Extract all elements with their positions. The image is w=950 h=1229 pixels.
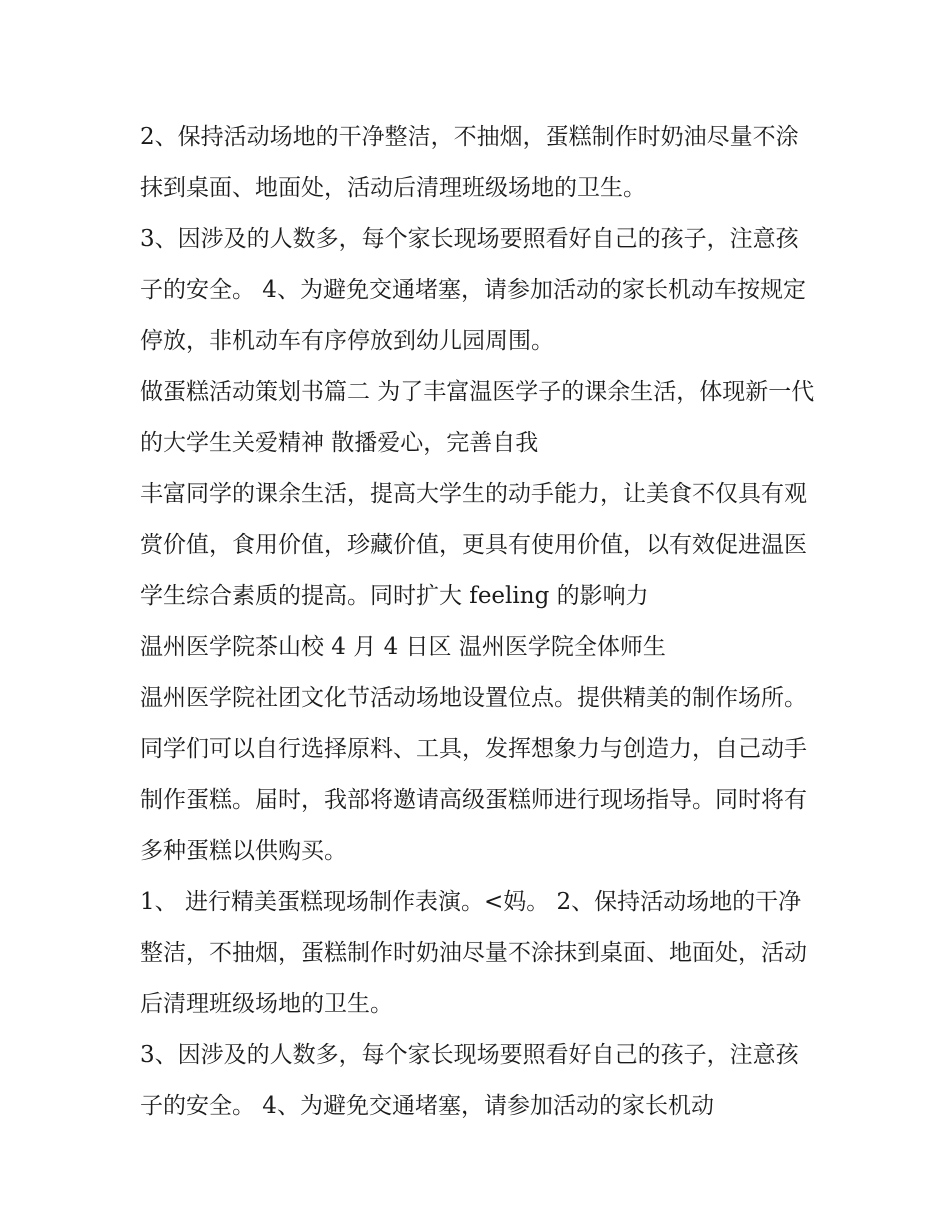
paragraph-7: 1、 进行精美蛋糕现场制作表演。<妈。 2、保持活动场地的干净整洁，不抽烟，蛋糕制作时奶油尽量不涂抹到桌面、地面处，活动后清理班级场地的卫生。 (140, 889, 807, 1017)
paragraph-4: 丰富同学的课余生活，提高大学生的动手能力，让美食不仅具有观赏价值，食用价值，珍藏价值，更具有使用价值，以有效促进温医学生综合素质的提高。同时扩大 feeling 的影响力 (140, 481, 807, 609)
paragraph-1: 2、保持活动场地的干净整洁，不抽烟，蛋糕制作时奶油尽量不涂抹到桌面、地面处，活动后清理班级场地的卫生。 (140, 124, 799, 201)
paragraph-6: 温州医学院社团文化节活动场地设置位点。提供精美的制作场所。同学们可以自行选择原料、工具，发挥想象力与创造力，自己动手制作蛋糕。届时，我部将邀请高级蛋糕师进行现场指导。同时将有多种蛋糕以供购买。 (140, 685, 807, 864)
paragraph-5: 温州医学院茶山校 4 月 4 日区 温州医学院全体师生 (140, 634, 666, 660)
paragraph-3: 做蛋糕活动策划书篇二 为了丰富温医学子的课余生活，体现新一代的大学生关爱精神 散播爱心，完善自我 (140, 379, 815, 456)
paragraph-2: 3、因涉及的人数多，每个家长现场要照看好自己的孩子，注意孩子的安全。 4、为避免交通堵塞，请参加活动的家长机动车按规定停放，非机动车有序停放到幼儿园周围。 (140, 226, 806, 354)
paragraph-8: 3、因涉及的人数多，每个家长现场要照看好自己的孩子，注意孩子的安全。 4、为避免交通堵塞，请参加活动的家长机动 (140, 1042, 799, 1119)
document-body (140, 112, 820, 1132)
